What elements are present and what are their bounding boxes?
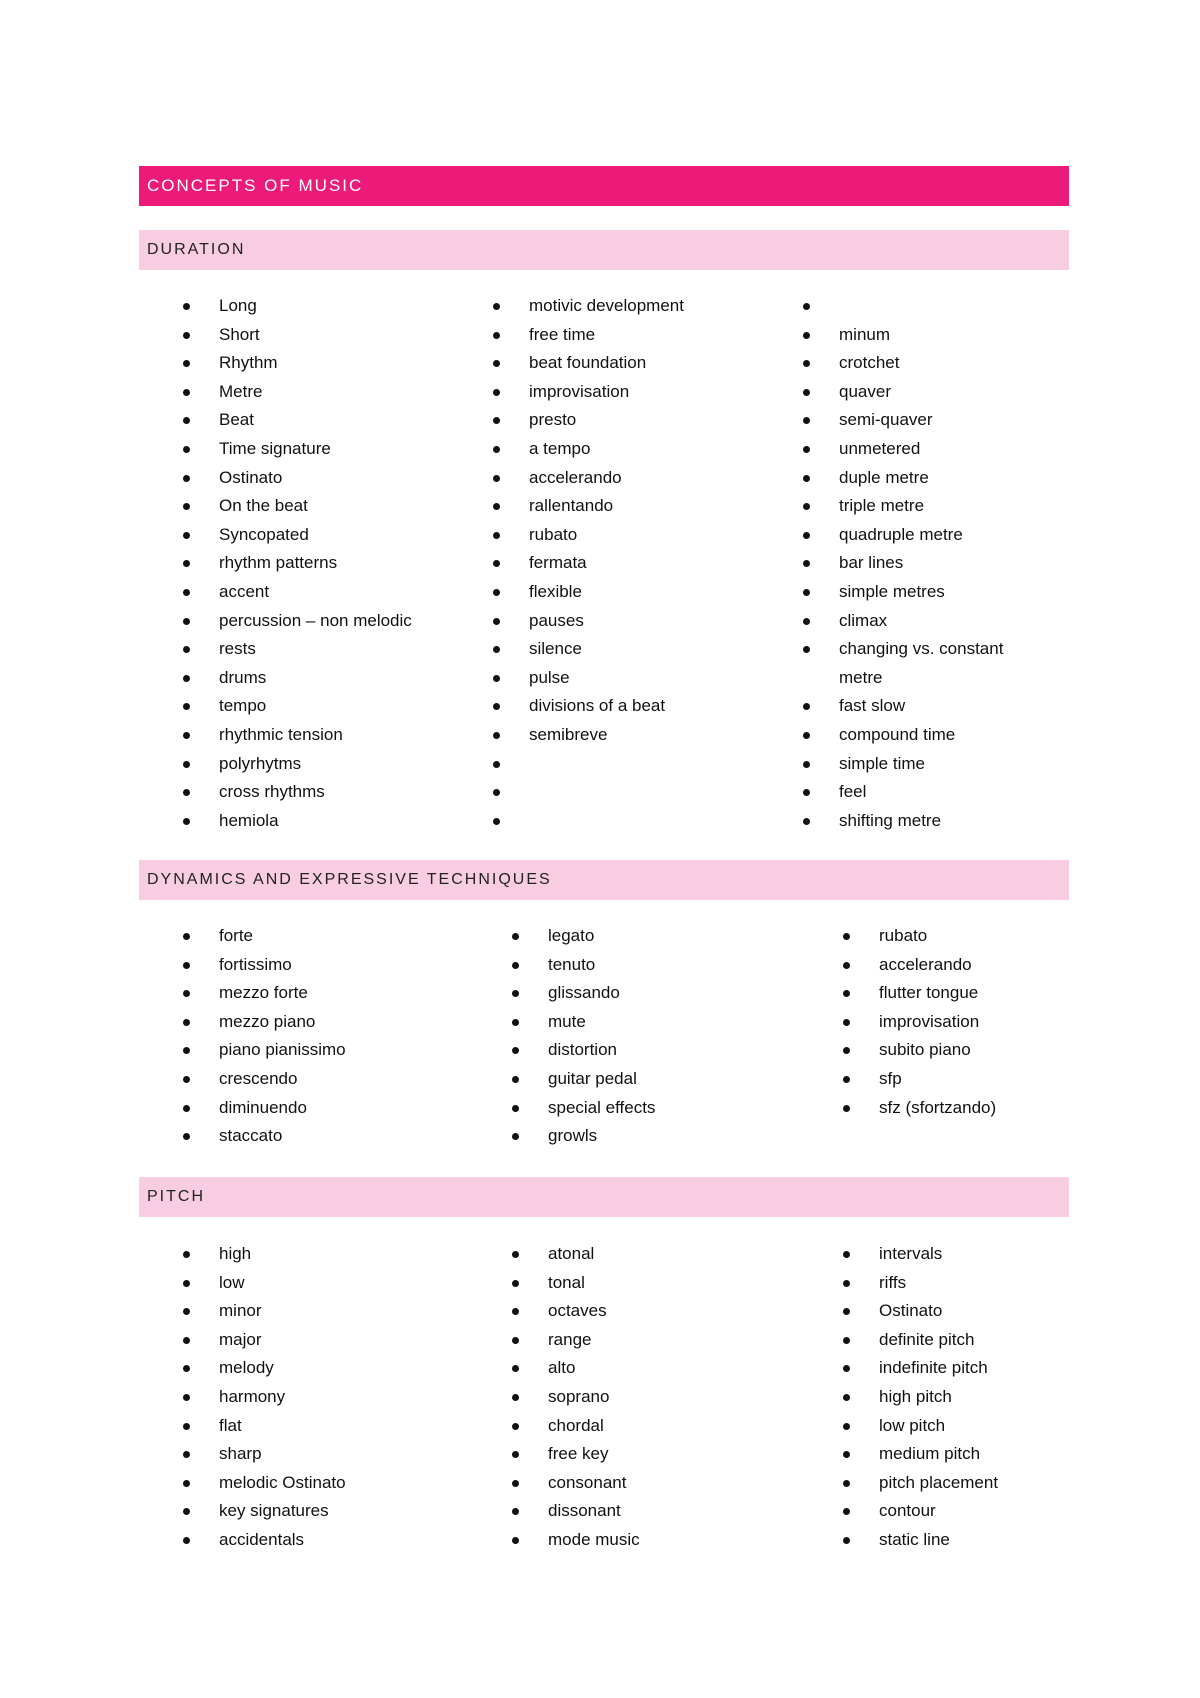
list-item: static line: [843, 1526, 1103, 1555]
list-item: soprano: [512, 1383, 772, 1412]
list-item: low: [183, 1269, 443, 1298]
list-item: indefinite pitch: [843, 1354, 1103, 1383]
duration-column-2: [493, 292, 753, 835]
list-item: climax: [803, 607, 1063, 636]
list-item: On the beat: [183, 492, 443, 521]
list-item: mode music: [512, 1526, 772, 1555]
list-item: rhythm patterns: [183, 549, 443, 578]
pitch-column-2: [512, 1240, 772, 1555]
list-item: improvisation: [493, 378, 753, 407]
list-item: alto: [512, 1354, 772, 1383]
list-item: harmony: [183, 1383, 443, 1412]
list-item: riffs: [843, 1269, 1103, 1298]
list-item: Time signature: [183, 435, 443, 464]
pitch-column-3: [843, 1240, 1103, 1555]
list-item: tenuto: [512, 951, 772, 980]
list-item: Beat: [183, 406, 443, 435]
list-item: fermata: [493, 549, 753, 578]
list-item: Ostinato: [843, 1297, 1103, 1326]
list-item: mute: [512, 1008, 772, 1037]
list-item: drums: [183, 664, 443, 693]
list-item: melodic Ostinato: [183, 1469, 443, 1498]
list-item: flat: [183, 1412, 443, 1441]
list-item: growls: [512, 1122, 772, 1151]
list-item: compound time: [803, 721, 1063, 750]
list-item: tonal: [512, 1269, 772, 1298]
list-item: divisions of a beat: [493, 692, 753, 721]
list-item: motivic development: [493, 292, 753, 321]
list-item: piano pianissimo: [183, 1036, 443, 1065]
list-item: consonant: [512, 1469, 772, 1498]
list-item: crotchet: [803, 349, 1063, 378]
list-item: changing vs. constant metre: [803, 635, 1049, 692]
list-item: percussion – non melodic: [183, 607, 443, 636]
list-item: simple time: [803, 750, 1063, 779]
list-item: range: [512, 1326, 772, 1355]
section-heading-pitch: PITCH: [139, 1177, 1069, 1217]
list-item: beat foundation: [493, 349, 753, 378]
list-item: crescendo: [183, 1065, 443, 1094]
list-item: diminuendo: [183, 1094, 443, 1123]
list-item: simple metres: [803, 578, 1063, 607]
list-item: special effects: [512, 1094, 772, 1123]
list-item: minum: [803, 321, 1063, 350]
list-item: free key: [512, 1440, 772, 1469]
list-item: sharp: [183, 1440, 443, 1469]
list-item: semibreve: [493, 721, 753, 750]
list-item: rests: [183, 635, 443, 664]
list-item: contour: [843, 1497, 1103, 1526]
list-item: atonal: [512, 1240, 772, 1269]
page-title: CONCEPTS OF MUSIC: [139, 166, 1069, 206]
list-item: distortion: [512, 1036, 772, 1065]
list-item: feel: [803, 778, 1063, 807]
list-item: staccato: [183, 1122, 443, 1151]
dynamics-column-3: [843, 922, 1103, 1122]
list-item: shifting metre: [803, 807, 1063, 836]
list-item: forte: [183, 922, 443, 951]
section-heading-dynamics: DYNAMICS AND EXPRESSIVE TECHNIQUES: [139, 860, 1069, 900]
list-item: rubato: [843, 922, 1103, 951]
list-item: major: [183, 1326, 443, 1355]
list-item: polyrhytms: [183, 750, 443, 779]
list-item: octaves: [512, 1297, 772, 1326]
list-item: fast slow: [803, 692, 1063, 721]
list-item: [493, 750, 753, 779]
list-item: legato: [512, 922, 772, 951]
list-item: intervals: [843, 1240, 1103, 1269]
list-item: rubato: [493, 521, 753, 550]
list-item: sfp: [843, 1065, 1103, 1094]
list-item: quaver: [803, 378, 1063, 407]
list-item: bar lines: [803, 549, 1063, 578]
list-item: accelerando: [843, 951, 1103, 980]
list-item: pitch placement: [843, 1469, 1103, 1498]
duration-column-1: [183, 292, 443, 835]
list-item: subito piano: [843, 1036, 1103, 1065]
dynamics-column-1: [183, 922, 443, 1151]
list-item: dissonant: [512, 1497, 772, 1526]
duration-column-3: [803, 292, 1063, 835]
list-item: cross rhythms: [183, 778, 443, 807]
list-item: [803, 292, 1063, 321]
list-item: sfz (sfortzando): [843, 1094, 1103, 1123]
list-item: [493, 807, 753, 836]
list-item: melody: [183, 1354, 443, 1383]
list-item: mezzo forte: [183, 979, 443, 1008]
list-item: medium pitch: [843, 1440, 1103, 1469]
list-item: Metre: [183, 378, 443, 407]
list-item: Rhythm: [183, 349, 443, 378]
list-item: tempo: [183, 692, 443, 721]
list-item: improvisation: [843, 1008, 1103, 1037]
list-item: pauses: [493, 607, 753, 636]
list-item: quadruple metre: [803, 521, 1063, 550]
section-heading-duration: DURATION: [139, 230, 1069, 270]
list-item: Syncopated: [183, 521, 443, 550]
list-item: high pitch: [843, 1383, 1103, 1412]
list-item: definite pitch: [843, 1326, 1103, 1355]
list-item: hemiola: [183, 807, 443, 836]
list-item: accidentals: [183, 1526, 443, 1555]
list-item: accelerando: [493, 464, 753, 493]
list-item: free time: [493, 321, 753, 350]
list-item: chordal: [512, 1412, 772, 1441]
pitch-column-1: [183, 1240, 443, 1555]
list-item: pulse: [493, 664, 753, 693]
list-item: a tempo: [493, 435, 753, 464]
list-item: flexible: [493, 578, 753, 607]
list-item: mezzo piano: [183, 1008, 443, 1037]
list-item: low pitch: [843, 1412, 1103, 1441]
list-item: accent: [183, 578, 443, 607]
list-item: fortissimo: [183, 951, 443, 980]
list-item: Short: [183, 321, 443, 350]
list-item: high: [183, 1240, 443, 1269]
list-item: guitar pedal: [512, 1065, 772, 1094]
list-item: triple metre: [803, 492, 1063, 521]
list-item: glissando: [512, 979, 772, 1008]
list-item: silence: [493, 635, 753, 664]
list-item: key signatures: [183, 1497, 443, 1526]
list-item: Long: [183, 292, 443, 321]
list-item: rhythmic tension: [183, 721, 443, 750]
list-item: flutter tongue: [843, 979, 1103, 1008]
list-item: minor: [183, 1297, 443, 1326]
list-item: rallentando: [493, 492, 753, 521]
list-item: [493, 778, 753, 807]
list-item: semi-quaver: [803, 406, 1063, 435]
list-item: duple metre: [803, 464, 1063, 493]
dynamics-column-2: [512, 922, 772, 1151]
list-item: unmetered: [803, 435, 1063, 464]
list-item: presto: [493, 406, 753, 435]
list-item: Ostinato: [183, 464, 443, 493]
